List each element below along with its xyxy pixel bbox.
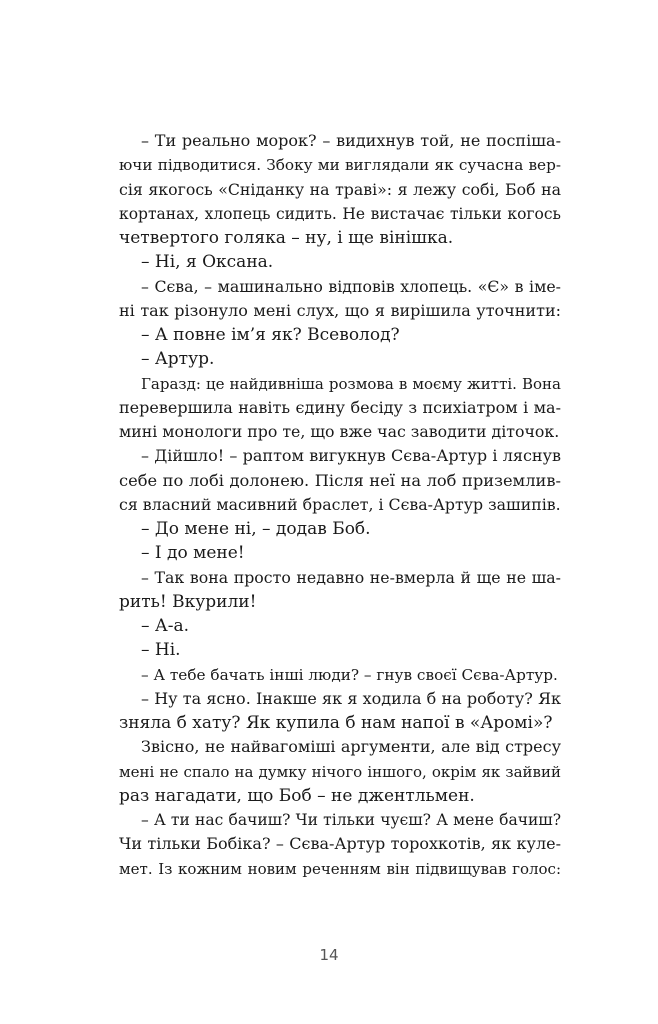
text-line: – Ну та ясно. Інакше як я ходила б на роботу? Як: [141, 688, 561, 708]
text-line: ючи підводитися. Збоку ми виглядали як сучасна вер-: [119, 156, 561, 175]
text-line: мені не спало на думку нічого іншого, окрім як зайвий: [119, 762, 561, 781]
text-line: Чи тільки Бобіка? – Сєва-Артур торохкотів, як куле-: [119, 834, 561, 854]
text-line: – А повне ім’я як? Всеволод?: [141, 325, 400, 345]
page-number: 14: [319, 946, 339, 964]
text-line: – А-а.: [141, 616, 190, 636]
text-line: раз нагадати, що Боб – не джентльмен.: [119, 785, 475, 806]
text-line: – Ти реально морок? – видихнув той, не поспіша-: [141, 131, 561, 150]
text-line: – Сєва, – машинально відповів хлопець. «Є» в іме-: [141, 276, 561, 296]
text-line: – Артур.: [141, 349, 215, 370]
text-line: рить! Вкурили!: [119, 591, 257, 612]
text-line: мет. Із кожним новим реченням він підвищував голос:: [119, 859, 561, 878]
text-line: ні так різонуло мені слух, що я вирішила уточнити:: [119, 300, 561, 320]
text-line: четвертого голяка – ну, і ще вінішка.: [119, 228, 454, 248]
text-line: ся власний масивний браслет, і Сєва-Артур зашипів.: [119, 494, 561, 514]
text-line: мині монологи про те, що вже час заводити діточок.: [119, 422, 560, 441]
text-line: – Дійшло! – раптом вигукнув Сєва-Артур і ляснув: [141, 446, 561, 466]
text-line: – І до мене!: [141, 543, 245, 564]
text-line: себе по лобі долонею. Після неї на лоб приземлив-: [119, 470, 561, 490]
text-line: – Ні, я Оксана.: [141, 252, 274, 273]
text-line: – Так вона просто недавно не-вмерла й ще не ша-: [141, 567, 561, 587]
text-line: – До мене ні, – додав Боб.: [141, 519, 371, 539]
text-line: – А ти нас бачиш? Чи тільки чуєш? А мене бачиш?: [141, 811, 561, 829]
body-text: [119, 129, 561, 881]
text-line: – Ні.: [141, 640, 181, 661]
text-line: Звісно, не найвагоміші аргументи, але від стресу: [141, 737, 561, 757]
text-line: кортанах, хлопець сидить. Не вистачає тільки когось: [119, 204, 561, 223]
text-line: – А тебе бачать інші люди? – гнув своєї Сєва-Артур.: [141, 665, 558, 684]
text-line: перевершила навіть єдину бесіду з психіатром і ма-: [119, 397, 561, 417]
text-line: Гаразд: це найдивніша розмова в моєму житті. Вона: [141, 374, 561, 393]
text-line: сія якогось «Сніданку на траві»: я лежу собі, Боб на: [119, 179, 561, 199]
text-line: зняла б хату? Як купила б нам напої в «Аромі»?: [119, 713, 553, 733]
